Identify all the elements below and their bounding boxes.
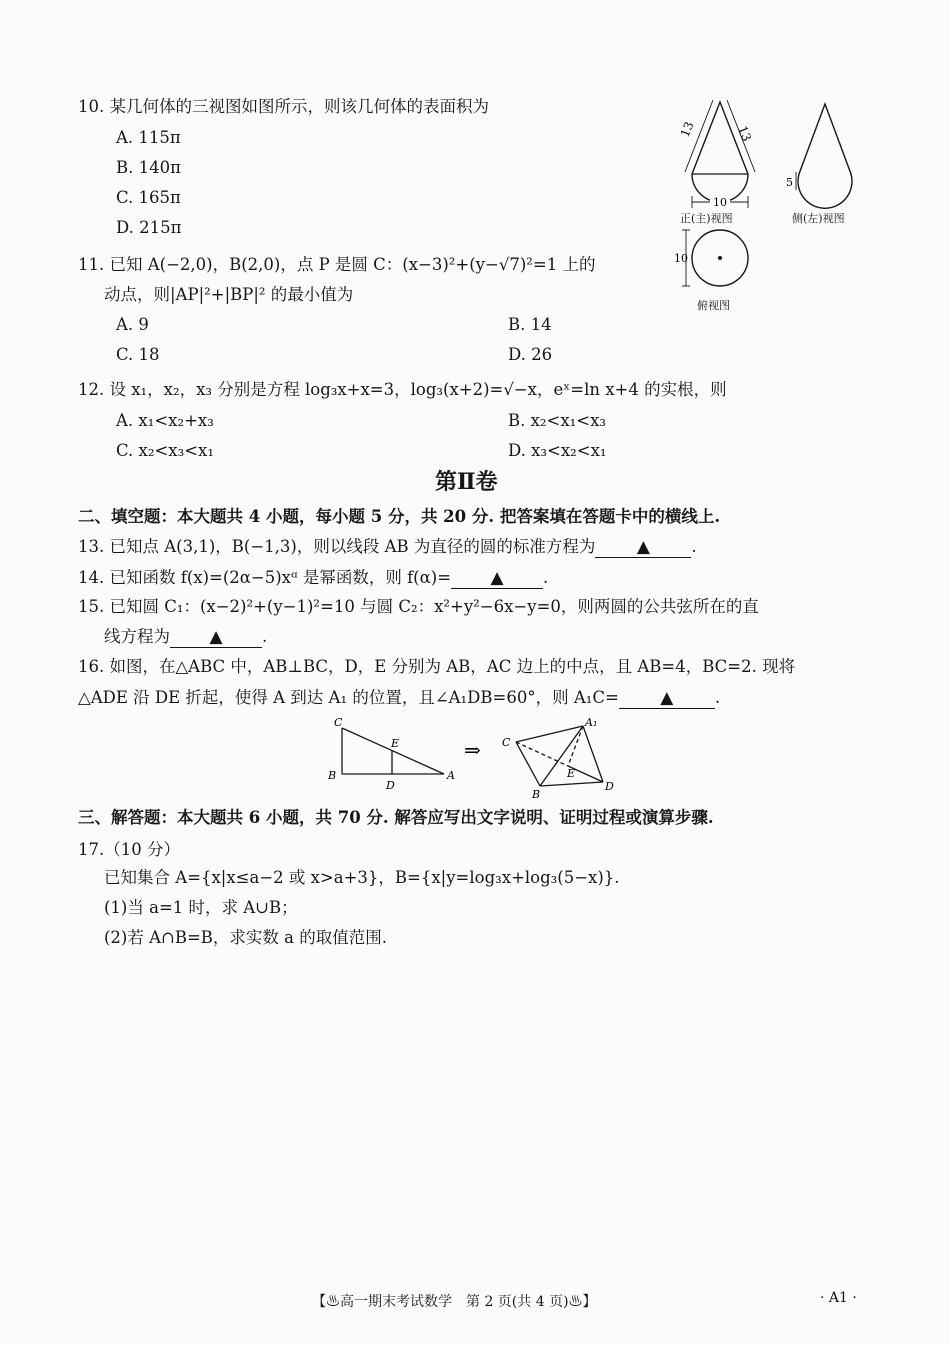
part2-title: 第Ⅱ卷 <box>435 469 498 495</box>
q10-option-a: A. 115π <box>116 128 181 147</box>
section2-heading: 二、填空题：本大题共 4 小题，每小题 5 分，共 20 分. 把答案填在答题卡中的横线上. <box>78 507 721 526</box>
q16-figure <box>320 712 630 802</box>
front-width-label: 10 <box>713 196 727 209</box>
right-label-b: B <box>532 788 541 801</box>
q11-stem-line1: 11. 已知 A(−2,0)，B(2,0)，点 P 是圆 C：(x−3)²+(y−√7)²=1 上的 <box>78 255 596 274</box>
q14-answer-blank: ▲ <box>451 569 543 589</box>
q17-line1: 已知集合 A={x|x≤a−2 或 x>a+3}，B={x|y=log₃x+log₃(5−x)}. <box>104 868 620 887</box>
q16-text: △ADE 沿 DE 折起，使得 A 到达 A₁ 的位置，且∠A₁DB=60°，则 A₁C= <box>78 688 619 707</box>
side-view-label: 侧(左)视图 <box>792 212 845 225</box>
q10-option-b: B. 140π <box>116 158 181 177</box>
left-label-e: E <box>391 737 400 750</box>
q16-left-triangle <box>342 728 444 774</box>
q15-line1: 15. 已知圆 C₁：(x−2)²+(y−1)²=10 与圆 C₂：x²+y²−6x−y=0，则两圆的公共弦所在的直 <box>78 597 759 616</box>
q11-stem-line2: 动点，则|AP|²+|BP|² 的最小值为 <box>104 285 354 304</box>
q15-answer-blank: ▲ <box>170 628 262 648</box>
q11-option-c: C. 18 <box>116 345 160 364</box>
q17-line2: (1)当 a=1 时，求 A∪B； <box>104 898 298 917</box>
right-label-d: D <box>605 780 614 793</box>
q12-stem: 12. 设 x₁，x₂，x₃ 分别是方程 log₃x+x=3，log₃(x+2)=√−x，eˣ=ln x+4 的实根，则 <box>78 380 727 399</box>
page-footer: 【♨高一期末考试数学 第 2 页(共 4 页)♨】 <box>312 1294 597 1310</box>
front-slant-left-label: 13 <box>677 119 697 140</box>
q17-title: 17.（10 分） <box>78 840 180 859</box>
q15-line2: 线方程为 ▲ . <box>104 627 268 647</box>
q14-text: 14. 已知函数 f(x)=(2α−5)xᵅ 是幂函数，则 f(α)= <box>78 568 452 587</box>
q10-option-d: D. 215π <box>116 218 182 237</box>
q12-option-c: C. x₂<x₃<x₁ <box>116 441 214 460</box>
top-view-label: 俯视图 <box>697 299 730 312</box>
q14: 14. 已知函数 f(x)=(2α−5)xᵅ 是幂函数，则 f(α)= ▲ . <box>78 568 549 588</box>
q16-line2: △ADE 沿 DE 折起，使得 A 到达 A₁ 的位置，且∠A₁DB=60°，则 A₁C= ▲ . <box>78 688 721 708</box>
q13-answer-blank: ▲ <box>595 538 691 558</box>
section3-heading: 三、解答题：本大题共 6 小题，共 70 分. 解答应写出文字说明、证明过程或演算步骤. <box>78 808 714 827</box>
front-view-label: 正(主)视图 <box>680 212 733 225</box>
right-label-a1: A₁ <box>585 716 598 729</box>
q10-option-c: C. 165π <box>116 188 181 207</box>
side-height-label: 5 <box>786 176 793 189</box>
q11-option-d: D. 26 <box>508 345 553 364</box>
q12-option-d: D. x₃<x₂<x₁ <box>508 441 607 460</box>
q10-three-view-figure <box>670 90 880 310</box>
top-diameter-label: 10 <box>674 252 688 265</box>
side-view-shape <box>798 104 852 208</box>
q11-option-a: A. 9 <box>116 315 149 334</box>
paper-code: · A1 · <box>820 1290 857 1306</box>
front-slant-right-label: 13 <box>735 123 754 144</box>
top-view-shape <box>682 230 748 286</box>
q12-option-b: B. x₂<x₁<x₃ <box>508 411 607 430</box>
q12-option-a: A. x₁<x₂+x₃ <box>116 411 214 430</box>
left-label-a: A <box>447 769 455 782</box>
q11-option-b: B. 14 <box>508 315 552 334</box>
q17-line3: (2)若 A∩B=B，求实数 a 的取值范围. <box>104 928 388 947</box>
q16-answer-blank: ▲ <box>619 689 715 709</box>
q13-text: 13. 已知点 A(3,1)，B(−1,3)，则以线段 AB 为直径的圆的标准方程为 <box>78 537 596 556</box>
right-label-c: C <box>502 736 511 749</box>
q16-fold-arrow: ⇒ <box>464 738 481 762</box>
q16-line1: 16. 如图，在△ABC 中，AB⊥BC，D，E 分别为 AB，AC 边上的中点，且 AB=4，BC=2. 现将 <box>78 657 796 676</box>
front-view-shape <box>685 100 755 202</box>
left-label-c: C <box>334 716 343 729</box>
left-label-b: B <box>328 769 337 782</box>
q10-stem: 10. 某几何体的三视图如图所示，则该几何体的表面积为 <box>78 97 489 116</box>
q15-text: 线方程为 <box>104 627 170 646</box>
q16-right-solid <box>516 726 603 786</box>
left-label-d: D <box>386 779 395 792</box>
q13: 13. 已知点 A(3,1)，B(−1,3)，则以线段 AB 为直径的圆的标准方程为 ▲ . <box>78 537 697 557</box>
right-label-e: E <box>567 767 576 780</box>
